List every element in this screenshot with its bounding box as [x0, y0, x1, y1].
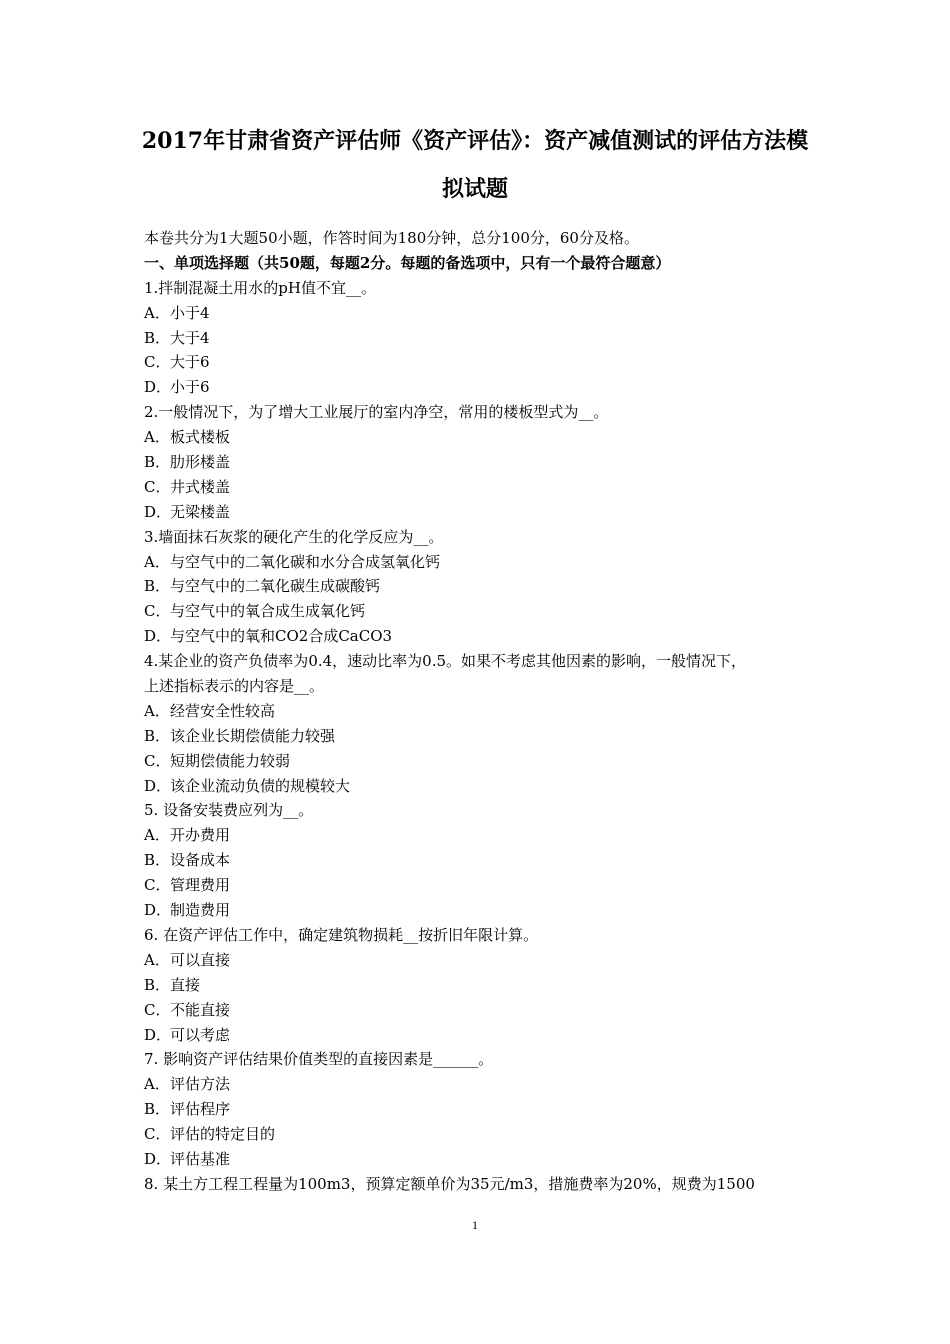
- option-letter: C．: [144, 602, 171, 621]
- option-text: 可以直接: [170, 950, 231, 969]
- answer-option: [144, 749, 814, 774]
- question: [144, 1047, 814, 1171]
- option-letter: A．: [144, 552, 170, 571]
- question-stem: 7. 影响资产评估结果价值类型的直接因素是______。: [144, 1050, 494, 1069]
- answer-option: [144, 873, 814, 898]
- option-letter: B．: [144, 975, 171, 994]
- option-letter: C．: [144, 477, 171, 496]
- option-text: 开办费用: [170, 826, 231, 845]
- option-letter: A．: [144, 826, 170, 845]
- answer-option: [144, 1122, 814, 1147]
- answer-option: [144, 1097, 814, 1122]
- answer-option: [144, 948, 814, 973]
- section-heading: 一、单项选择题（共50题，每题2分。每题的备选项中，只有一个最符合题意）: [144, 253, 671, 272]
- option-letter: B．: [144, 851, 171, 870]
- answer-option: [144, 574, 814, 599]
- option-letter: A．: [144, 950, 170, 969]
- question: [144, 923, 814, 1047]
- exam-intro: 本卷共分为1大题50小题，作答时间为180分钟，总分100分，60分及格。: [144, 229, 639, 247]
- document-title-continued: 拟试题: [441, 176, 508, 202]
- answer-option: [144, 1147, 814, 1172]
- option-letter: D．: [144, 502, 172, 521]
- question: [144, 798, 814, 922]
- answer-option: [144, 848, 814, 873]
- option-letter: D．: [144, 776, 172, 795]
- question-stem: 8. 某土方工程工程量为100m3，预算定额单价为35元/m3，措施费率为20%，规费为1500: [144, 1174, 755, 1193]
- option-text: 设备成本: [170, 851, 231, 870]
- option-text: 与空气中的氧合成生成氧化钙: [170, 602, 366, 621]
- question: [144, 649, 814, 798]
- answer-option: [144, 774, 814, 799]
- option-letter: B．: [144, 1100, 171, 1119]
- answer-option: [144, 425, 814, 450]
- option-letter: C．: [144, 876, 171, 895]
- option-text: 评估程序: [170, 1100, 231, 1119]
- option-text: 小于4: [170, 303, 210, 322]
- option-letter: B．: [144, 726, 171, 745]
- option-text: 评估方法: [170, 1075, 231, 1094]
- option-text: 无梁楼盖: [170, 502, 231, 521]
- answer-option: [144, 1072, 814, 1097]
- option-letter: C．: [144, 1000, 171, 1019]
- option-text: 可以考虑: [170, 1025, 231, 1044]
- option-letter: C．: [144, 353, 171, 372]
- option-text: 大于6: [170, 353, 210, 372]
- question: [144, 400, 814, 524]
- answer-option: [144, 450, 814, 475]
- answer-option: [144, 699, 814, 724]
- option-text: 肋形楼盖: [170, 453, 231, 472]
- question-stem: 上述指标表示的内容是__。: [144, 677, 325, 696]
- option-text: 短期偿债能力较弱: [170, 751, 291, 770]
- question-stem: 6. 在资产评估工作中，确定建筑物损耗__按折旧年限计算。: [144, 925, 539, 944]
- question-stem: 3.墙面抹石灰浆的硬化产生的化学反应为__。: [144, 527, 444, 546]
- answer-option: [144, 898, 814, 923]
- answer-option: [144, 1023, 814, 1048]
- answer-option: [144, 350, 814, 375]
- question: [144, 525, 814, 649]
- answer-option: [144, 998, 814, 1023]
- document-title: 2017年甘肃省资产评估师《资产评估》：资产减值测试的评估方法模: [141, 128, 809, 154]
- question-list: [144, 276, 814, 1197]
- question: [144, 1172, 814, 1197]
- question-stem: 1.拌制混凝土用水的pH值不宜__。: [144, 278, 376, 297]
- answer-option: [144, 475, 814, 500]
- option-text: 经营安全性较高: [170, 701, 276, 720]
- answer-option: [144, 326, 814, 351]
- answer-option: [144, 724, 814, 749]
- option-letter: B．: [144, 453, 171, 472]
- option-letter: B．: [144, 328, 171, 347]
- answer-option: [144, 375, 814, 400]
- option-letter: D．: [144, 1025, 172, 1044]
- option-letter: C．: [144, 1125, 171, 1144]
- option-text: 与空气中的氧和CO2合成CaCO3: [170, 627, 393, 646]
- option-text: 板式楼板: [170, 428, 231, 447]
- option-letter: A．: [144, 1075, 170, 1094]
- question: [144, 276, 814, 400]
- option-letter: A．: [144, 303, 170, 322]
- option-text: 评估基准: [170, 1149, 231, 1168]
- option-text: 评估的特定目的: [170, 1125, 276, 1144]
- option-letter: D．: [144, 1149, 172, 1168]
- option-text: 与空气中的二氧化碳和水分合成氢氧化钙: [170, 552, 441, 571]
- answer-option: [144, 301, 814, 326]
- option-text: 该企业流动负债的规模较大: [170, 776, 351, 795]
- answer-option: [144, 823, 814, 848]
- option-letter: D．: [144, 378, 172, 397]
- option-letter: A．: [144, 428, 170, 447]
- document-body: [144, 226, 814, 1197]
- option-text: 制造费用: [170, 901, 231, 920]
- option-text: 与空气中的二氧化碳生成碳酸钙: [170, 577, 381, 596]
- option-text: 直接: [170, 975, 201, 994]
- question-stem: 5. 设备安装费应列为__。: [144, 801, 314, 820]
- option-text: 不能直接: [170, 1000, 231, 1019]
- answer-option: [144, 973, 814, 998]
- option-letter: B．: [144, 577, 171, 596]
- answer-option: [144, 624, 814, 649]
- option-letter: D．: [144, 901, 172, 920]
- answer-option: [144, 500, 814, 525]
- option-letter: D．: [144, 627, 172, 646]
- question-stem: 4.某企业的资产负债率为0.4，速动比率为0.5。如果不考虑其他因素的影响，一般情况下，: [144, 652, 747, 671]
- answer-option: [144, 550, 814, 575]
- page-number: 1: [472, 1218, 478, 1232]
- option-text: 该企业长期偿债能力较强: [170, 726, 336, 745]
- option-text: 小于6: [170, 378, 210, 397]
- option-letter: A．: [144, 701, 170, 720]
- option-text: 管理费用: [170, 876, 231, 895]
- question-stem: 2.一般情况下，为了增大工业展厅的室内净空，常用的楼板型式为__。: [144, 403, 609, 422]
- answer-option: [144, 599, 814, 624]
- option-letter: C．: [144, 751, 171, 770]
- option-text: 大于4: [170, 328, 210, 347]
- option-text: 井式楼盖: [170, 477, 231, 496]
